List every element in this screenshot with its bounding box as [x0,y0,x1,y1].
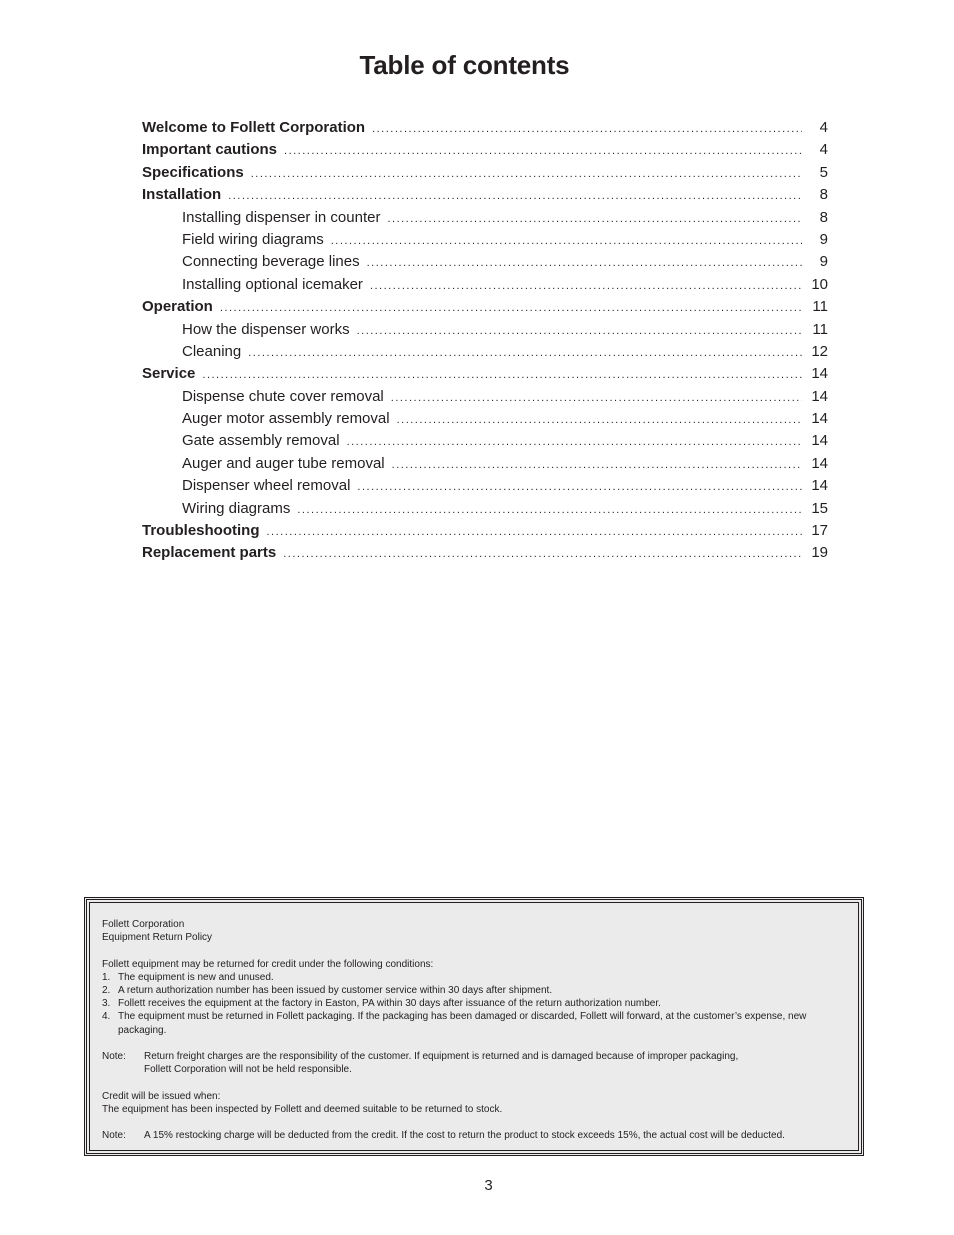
toc-entry-label: Cleaning [182,342,242,360]
toc-entry-page: 5 [819,163,828,181]
toc-leader-dots [284,145,802,157]
toc-leader-dots [387,213,802,225]
toc-entry-page: 11 [812,320,828,338]
toc-entry-page: 8 [819,208,828,226]
policy-note-restocking: Note: A 15% restocking charge will be deducted from the credit. If the cost to return the product to stock exceeds 15%, the actual cost will be deducted. [102,1130,785,1142]
toc-leader-dots [370,280,802,292]
toc-entry-label: Auger motor assembly removal [182,410,390,428]
toc-entry-page: 4 [819,141,828,159]
toc-entry-label: Operation [142,298,213,316]
toc-entry-label: Auger and auger tube removal [182,454,385,472]
toc-leader-dots [220,302,802,314]
toc-entry [142,477,828,499]
toc-leader-dots [347,436,802,448]
toc-entry-page: 15 [811,499,828,517]
toc-entry-page: 14 [811,410,828,428]
toc-entry-label: Service [142,365,196,383]
toc-entry [142,141,828,163]
toc-entry [142,455,828,477]
toc-entry-page: 14 [811,387,828,405]
toc-entry-label: Troubleshooting [142,522,260,540]
toc-entry-page: 9 [819,253,828,271]
toc-leader-dots [283,548,802,560]
toc-entry-label: Installation [142,186,222,204]
toc-entry-label: Field wiring diagrams [182,230,324,248]
toc-leader-dots [357,481,802,493]
toc-leader-dots [357,325,802,337]
return-policy-box [84,897,864,1156]
toc-entry [142,209,828,231]
toc-entry [142,253,828,275]
toc-entry [142,500,828,522]
toc-entry-label: Replacement parts [142,544,277,562]
toc-entry-label: How the dispenser works [182,320,350,338]
toc-entry [142,544,828,566]
toc-entry [142,164,828,186]
toc-entry-page: 9 [819,230,828,248]
policy-condition: 2. A return authorization number has been issued by customer service within 30 days after shipment. [102,985,553,996]
policy-heading: Equipment Return Policy [102,932,213,944]
toc-entry-label: Dispense chute cover removal [182,387,384,405]
toc-entry [142,388,828,410]
toc-entry-page: 10 [811,275,828,293]
toc-leader-dots [391,392,802,404]
toc-entry [142,365,828,387]
toc-leader-dots [202,369,802,381]
toc-leader-dots [331,235,802,247]
toc-entry-page: 12 [811,342,828,360]
toc-entry-label: Dispenser wheel removal [182,477,351,495]
toc-leader-dots [267,526,803,538]
toc-entry [142,119,828,141]
note-line: Follett Corporation will not be held responsible. [144,1064,352,1076]
toc-leader-dots [367,257,802,269]
toc-entry-label: Installing optional icemaker [182,275,363,293]
toc-entry-page: 14 [811,365,828,383]
toc-entry-label: Welcome to Follett Corporation [142,119,366,136]
toc-entry [142,321,828,343]
toc-entry [142,343,828,365]
toc-entry [142,432,828,454]
toc-entry-label: Wiring diagrams [182,499,291,517]
toc-entry [142,410,828,432]
toc-entry-page: 14 [811,432,828,450]
policy-note-freight: Note: Return freight charges are the responsibility of the customer. If equipment is returned and is damaged because of improper packaging, Follett Corporation will not be held responsible. [102,1050,852,1076]
policy-company: Follett Corporation [102,919,185,930]
toc-entry-page: 14 [811,454,828,472]
table-of-contents [142,119,828,567]
toc-entry-label: Gate assembly removal [182,432,340,450]
note-line: Return freight charges are the responsibility of the customer. If equipment is returned and is damaged because of improper packaging, [144,1051,739,1062]
credit-text: The equipment has been inspected by Follett and deemed suitable to be returned to stock. [102,1103,503,1115]
toc-entry-label: Important cautions [142,141,278,159]
toc-entry [142,231,828,253]
policy-intro: Follett equipment may be returned for credit under the following conditions: [102,958,434,970]
toc-entry-page: 4 [819,119,828,136]
toc-entry-page: 14 [811,477,828,495]
toc-entry-page: 19 [811,544,828,562]
toc-leader-dots [397,414,802,426]
toc-entry-label: Installing dispenser in counter [182,208,381,226]
toc-leader-dots [297,504,802,516]
toc-entry [142,522,828,544]
page-title: Table of contents [359,50,570,80]
toc-entry-label: Connecting beverage lines [182,253,360,271]
toc-entry [142,276,828,298]
toc-entry [142,298,828,320]
toc-entry [142,186,828,208]
policy-condition: 1. The equipment is new and unused. [102,971,274,983]
toc-entry-page: 17 [811,522,828,540]
credit-heading: Credit will be issued when: [102,1090,221,1102]
toc-entry-label: Specifications [142,163,244,181]
toc-entry-page: 8 [819,186,828,204]
toc-leader-dots [251,168,802,180]
policy-condition: 4. The equipment must be returned in Follett packaging. If the packaging has been damaged or discarded, Follett will forward, at the customer’s expense, new packaging. [102,1011,807,1036]
toc-leader-dots [248,347,802,359]
policy-condition: 3. Follett receives the equipment at the factory in Easton, PA within 30 days after issuance of the return authorization number. [102,998,661,1010]
toc-entry-page: 11 [812,298,828,316]
page-number: 3 [484,1177,493,1194]
toc-leader-dots [372,123,802,135]
toc-leader-dots [392,459,802,471]
toc-leader-dots [228,190,802,202]
